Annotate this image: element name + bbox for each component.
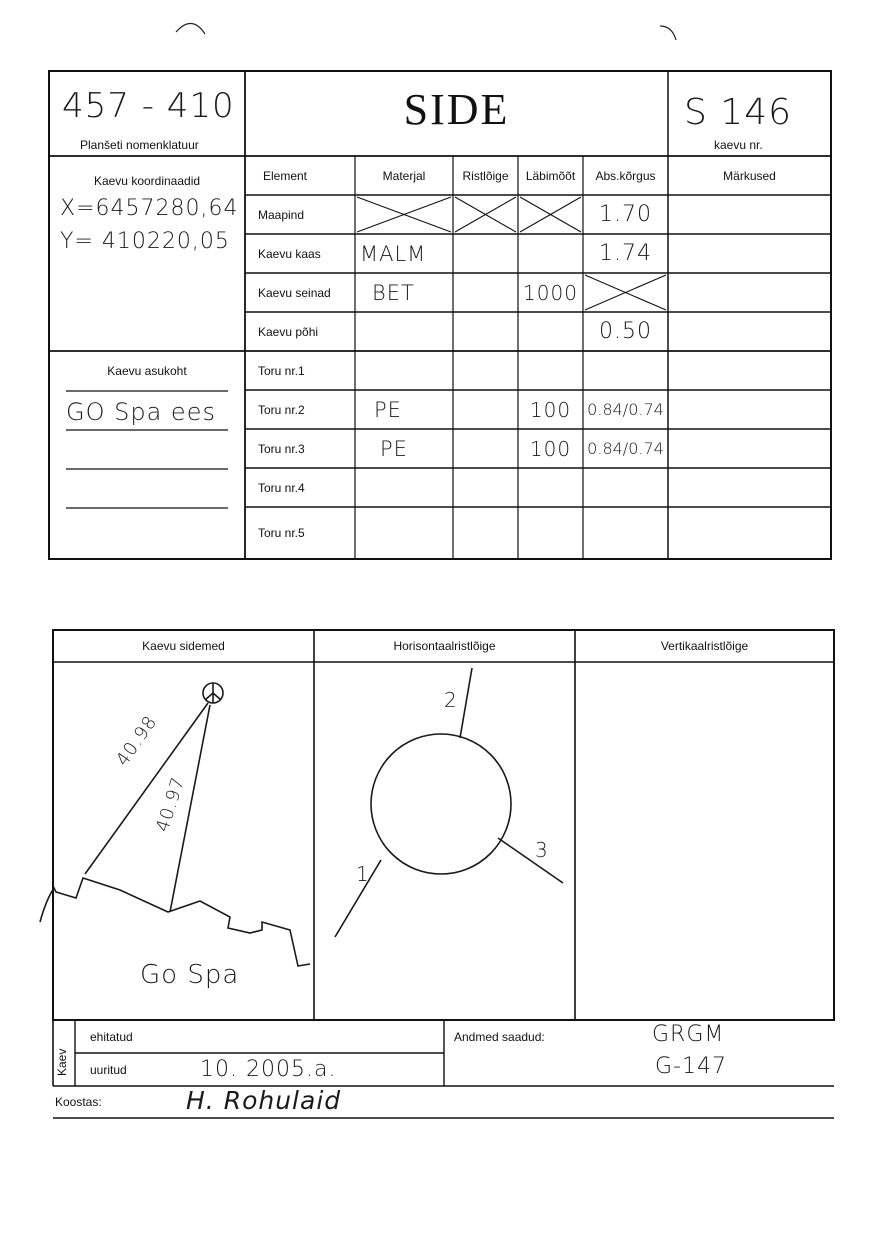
- well-number-label: kaevu nr.: [714, 138, 763, 152]
- row-element: Toru nr.5: [258, 526, 305, 540]
- horizontal-section-label: Horisontaalristlõige: [393, 639, 496, 653]
- coord-y: Y= 410220,05: [60, 229, 230, 254]
- building-label: Go Spa: [140, 960, 240, 990]
- row-diameter: 100: [529, 436, 572, 461]
- data-source-value-2: G-147: [655, 1054, 727, 1079]
- plansheet-value: 457 - 410: [62, 86, 235, 126]
- location-value: GO Spa ees: [66, 398, 216, 426]
- row-diameter: 1000: [523, 280, 578, 305]
- col-header-diameter: Läbimõõt: [525, 168, 576, 183]
- col-header-notes: Märkused: [723, 168, 776, 183]
- data-source-label: Andmed saadud:: [454, 1030, 545, 1044]
- tie-distance-1: 40.98: [112, 711, 162, 771]
- coord-x: X=6457280,64: [60, 196, 239, 221]
- ties-section-label: Kaevu sidemed: [142, 639, 225, 653]
- row-abs: 0.50: [599, 319, 652, 344]
- row-material: MALM: [360, 241, 427, 266]
- row-element: Kaevu seinad: [258, 285, 331, 300]
- row-element: Toru nr.3: [258, 441, 305, 456]
- coords-label: Kaevu koordinaadid: [93, 174, 201, 188]
- row-element: Toru nr.2: [258, 402, 305, 417]
- side-label: Kaev: [55, 1048, 69, 1076]
- col-header-cross: Ristlõige: [462, 168, 509, 183]
- pipe-label-3: 3: [535, 838, 549, 862]
- data-source-value-1: GRGM: [652, 1022, 725, 1047]
- row-abs: 0.84/0.74: [587, 439, 664, 458]
- row-material: PE: [380, 436, 408, 461]
- row-material: BET: [372, 280, 415, 305]
- tie-distance-2: 40.97: [152, 774, 190, 835]
- surveyed-value: 10. 2005.a.: [200, 1057, 337, 1082]
- well-number-value: S 146: [684, 92, 793, 133]
- built-label: ehitatud: [90, 1029, 133, 1044]
- row-material: PE: [374, 397, 402, 422]
- col-header-material: Materjal: [382, 168, 426, 183]
- compiled-value: H. Rohulaid: [186, 1086, 342, 1115]
- pipe-label-2: 2: [444, 688, 458, 712]
- location-label: Kaevu asukoht: [107, 364, 187, 378]
- form-title: SIDE: [403, 85, 510, 134]
- row-abs: 1.70: [599, 202, 652, 227]
- row-element: Kaevu kaas: [258, 246, 321, 261]
- surveyed-label: uuritud: [90, 1062, 127, 1077]
- row-element: Toru nr.1: [258, 363, 305, 378]
- row-element: Kaevu põhi: [258, 324, 319, 339]
- row-diameter: 100: [529, 397, 572, 422]
- pipe-label-1: 1: [356, 862, 370, 886]
- row-abs: 1.74: [599, 241, 652, 266]
- col-header-element: Element: [262, 168, 308, 183]
- col-header-abs: Abs.kõrgus: [595, 168, 656, 183]
- row-abs: 0.84/0.74: [587, 400, 664, 419]
- row-element: Toru nr.4: [258, 480, 305, 495]
- plansheet-label: Planšeti nomenklatuur: [80, 138, 199, 152]
- row-element: Maapind: [258, 207, 305, 222]
- compiled-label: Koostas:: [55, 1095, 102, 1109]
- vertical-section-label: Vertikaalristlõige: [660, 639, 749, 653]
